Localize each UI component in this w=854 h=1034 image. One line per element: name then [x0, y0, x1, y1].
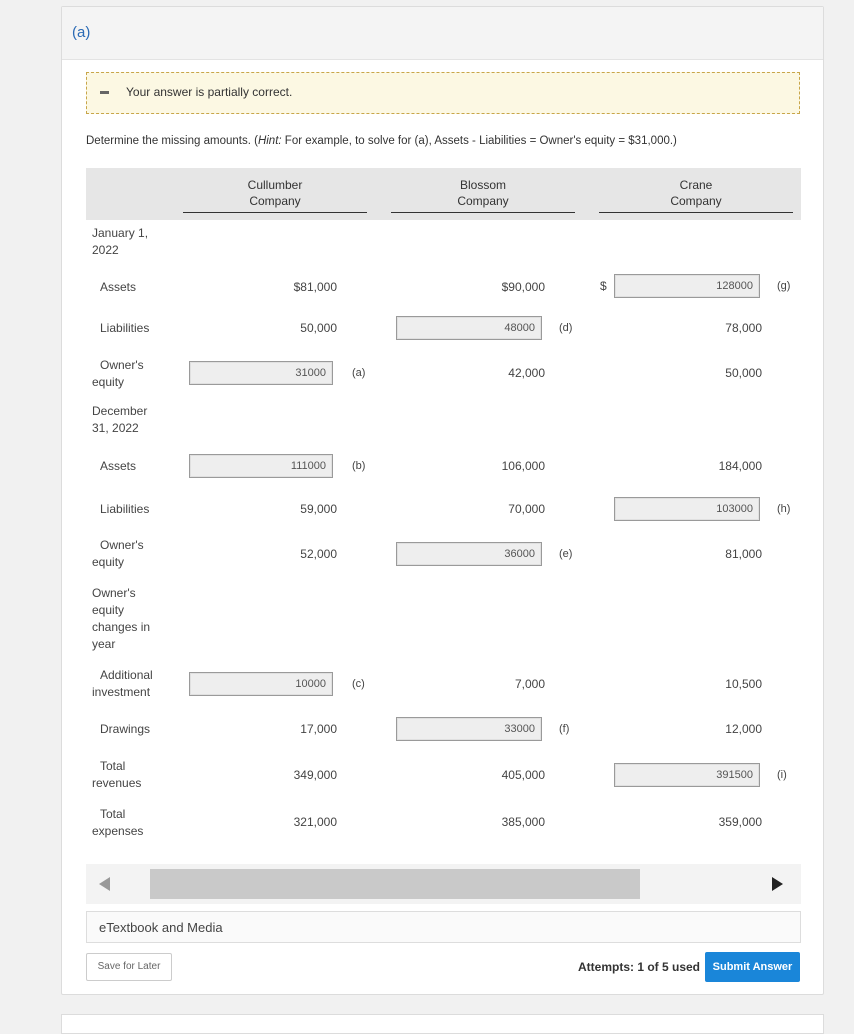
- column-header-line: Company: [457, 194, 509, 208]
- tag-h: (h): [777, 503, 791, 515]
- input-i[interactable]: 391500: [614, 763, 760, 787]
- row-label-assets: Assets: [100, 459, 137, 473]
- label-line: 31, 2022: [92, 421, 139, 435]
- tag-b: (b): [352, 460, 366, 472]
- row-label-owners-equity: [92, 537, 144, 571]
- column-header-line: Company: [249, 194, 301, 208]
- instructions-hint: For example, to solve for (a), Assets - Liabilities = Owner's equity = $31,000.): [281, 135, 677, 147]
- row-label-owners-equity: [92, 357, 144, 391]
- column-header-line: Crane: [679, 178, 713, 192]
- question-card: [61, 6, 824, 995]
- section-label-december: [92, 403, 147, 437]
- next-question-card: [61, 1014, 824, 1034]
- notice-message: Your answer is partially correct.: [126, 85, 293, 99]
- label-line: December: [92, 404, 148, 418]
- tag-i: (i): [777, 769, 787, 781]
- cullumber-dec-equity: 52,000: [300, 547, 337, 561]
- tag-e: (e): [559, 548, 573, 560]
- horizontal-scrollbar[interactable]: [86, 864, 801, 904]
- column-header-line: Cullumber: [247, 178, 303, 192]
- blossom-dec-assets: 106,000: [501, 459, 545, 473]
- part-label: (a): [72, 24, 91, 41]
- input-e[interactable]: 36000: [396, 542, 542, 566]
- part-header: [62, 7, 823, 60]
- row-label-drawings: Drawings: [100, 722, 151, 736]
- cullumber-drawings: 17,000: [300, 722, 337, 736]
- attempts-counter: Attempts: 1 of 5 used: [578, 960, 701, 974]
- row-label-liabilities: Liabilities: [100, 502, 150, 516]
- cullumber-revenues: 349,000: [293, 768, 337, 782]
- label-line: equity: [92, 555, 125, 569]
- column-underline: [391, 212, 575, 213]
- label-line: Additional: [100, 668, 153, 682]
- column-header-blossom: [391, 177, 575, 209]
- label-line: expenses: [92, 824, 144, 838]
- submit-answer-button[interactable]: Submit Answer: [705, 952, 800, 982]
- label-line: Owner's: [100, 358, 144, 372]
- input-a[interactable]: 31000: [189, 361, 333, 385]
- row-label-total-revenues: [92, 758, 141, 792]
- tag-f: (f): [559, 723, 570, 735]
- section-label-changes: [92, 585, 150, 653]
- blossom-jan-equity: 42,000: [508, 366, 545, 380]
- cullumber-expenses: 321,000: [293, 815, 337, 829]
- label-line: 2022: [92, 243, 119, 257]
- etextbook-media-panel[interactable]: [86, 911, 801, 943]
- cullumber-jan-liabilities: 50,000: [300, 321, 337, 335]
- input-h[interactable]: 103000: [614, 497, 760, 521]
- tag-d: (d): [559, 322, 573, 334]
- tag-g: (g): [777, 280, 791, 292]
- cullumber-jan-assets: $81,000: [293, 280, 337, 294]
- column-header-line: Company: [670, 194, 722, 208]
- input-d[interactable]: 48000: [396, 316, 542, 340]
- label-line: equity: [92, 375, 125, 389]
- label-line: investment: [92, 685, 151, 699]
- column-header-cullumber: [183, 177, 367, 209]
- row-label-liabilities: Liabilities: [100, 321, 150, 335]
- column-underline: [183, 212, 367, 213]
- crane-jan-equity: 50,000: [725, 366, 762, 380]
- label-line: Owner's: [92, 586, 136, 600]
- crane-dec-equity: 81,000: [725, 547, 762, 561]
- label-line: equity: [92, 603, 125, 617]
- column-header-crane: [599, 177, 793, 209]
- tag-c: (c): [352, 678, 365, 690]
- crane-jan-liabilities: 78,000: [725, 321, 762, 335]
- triangle-right-icon[interactable]: [772, 877, 783, 891]
- column-header-line: Blossom: [459, 178, 506, 192]
- blossom-jan-assets: $90,000: [501, 280, 545, 294]
- label-line: Owner's: [100, 538, 144, 552]
- save-for-later-button[interactable]: Save for Later: [86, 953, 172, 981]
- input-c[interactable]: 10000: [189, 672, 333, 696]
- etextbook-label: eTextbook and Media: [99, 920, 223, 935]
- input-f[interactable]: 33000: [396, 717, 542, 741]
- column-underline: [599, 212, 793, 213]
- dollar-sign: $: [600, 279, 607, 293]
- crane-additional: 10,500: [725, 677, 762, 691]
- blossom-revenues: 405,000: [501, 768, 545, 782]
- label-line: Total: [100, 759, 126, 773]
- input-g[interactable]: 128000: [614, 274, 760, 298]
- label-line: year: [92, 637, 116, 651]
- input-b[interactable]: 111000: [189, 454, 333, 478]
- dash-icon: [100, 91, 109, 94]
- section-label-january: [92, 225, 148, 259]
- scrollbar-thumb[interactable]: [150, 869, 640, 899]
- partial-correct-notice: [86, 72, 800, 114]
- label-line: Total: [100, 807, 126, 821]
- label-line: revenues: [92, 776, 142, 790]
- row-label-additional-investment: [92, 667, 153, 701]
- blossom-additional: 7,000: [514, 677, 545, 691]
- hint-word: Hint:: [257, 135, 282, 147]
- label-line: changes in: [92, 620, 151, 634]
- blossom-expenses: 385,000: [501, 815, 545, 829]
- row-label-total-expenses: [92, 806, 143, 840]
- triangle-left-icon[interactable]: [99, 877, 110, 891]
- row-label-assets: Assets: [100, 280, 137, 294]
- tag-a: (a): [352, 367, 366, 379]
- blossom-dec-liabilities: 70,000: [508, 502, 545, 516]
- instructions-text: Determine the missing amounts. (: [86, 135, 258, 147]
- instructions: [86, 135, 677, 147]
- crane-expenses: 359,000: [718, 815, 762, 829]
- label-line: January 1,: [92, 226, 149, 240]
- cullumber-dec-liabilities: 59,000: [300, 502, 337, 516]
- crane-dec-assets: 184,000: [718, 459, 762, 473]
- crane-drawings: 12,000: [725, 722, 762, 736]
